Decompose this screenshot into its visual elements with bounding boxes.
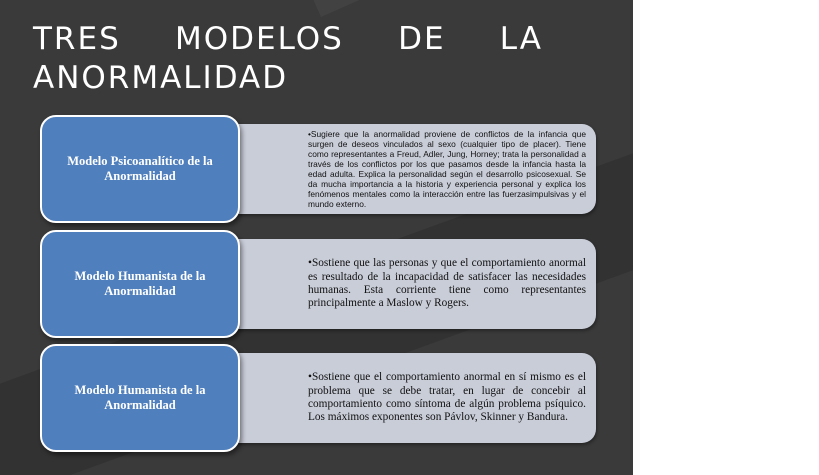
title-word: MODELOS bbox=[174, 21, 344, 57]
model-row-psicoanalitico bbox=[40, 115, 596, 223]
title-line-2: ANORMALIDAD bbox=[33, 60, 289, 96]
model-description-panel bbox=[210, 239, 596, 329]
model-description: •Sostiene que el comportamiento anormal en sí mismo es el problema que se debe tratar, en lugar de concebir al comportamiento como síntoma de algún problema psíquico. Los máximos exponentes son Pávlov, Skinner y Bandura. bbox=[308, 371, 586, 424]
model-description: •Sostiene que las personas y que el comportamiento anormal es resultado de la incapacidad de satisfacer las necesidades humanas. Esta corriente tiene como representantes principalmente a Maslow y Rogers. bbox=[308, 257, 586, 310]
model-description-panel bbox=[210, 124, 596, 214]
model-description-panel bbox=[210, 353, 596, 443]
model-label-box bbox=[40, 344, 240, 452]
model-row-humanista bbox=[40, 230, 596, 338]
model-label: Modelo Humanista de la Anormalidad bbox=[74, 269, 206, 298]
model-label-box bbox=[40, 230, 240, 338]
model-label: Modelo Psicoanalítico de la Anormalidad bbox=[67, 154, 213, 183]
model-row-conductual bbox=[40, 344, 596, 452]
title-word: TRES bbox=[33, 21, 121, 57]
title-line-1 bbox=[33, 20, 543, 59]
title-word: DE bbox=[398, 21, 446, 57]
title-word: LA bbox=[499, 21, 543, 57]
background-stripe bbox=[260, 0, 633, 17]
model-label: Modelo Humanista de la Anormalidad bbox=[74, 383, 206, 412]
model-description: •Sugiere que la anormalidad proviene de conflictos de la infancia que surgen de deseos vinculados al sexo (cualquier tipo de placer). Tiene como representantes a Freud, Adler, Jung, Horney; trata la personalidad a través de los conflictos por los que pasamos desde la infancia hasta la edad adulta. Explica la personalidad según el desarrollo psicosexual. Se da mucha importancia a la historia y experiencia personal y explica los fenómenos mentales como la interacción entre las fuerzasimpulsivas y el mundo externo. bbox=[308, 128, 586, 210]
model-label-box bbox=[40, 115, 240, 223]
slide-title bbox=[33, 20, 543, 98]
